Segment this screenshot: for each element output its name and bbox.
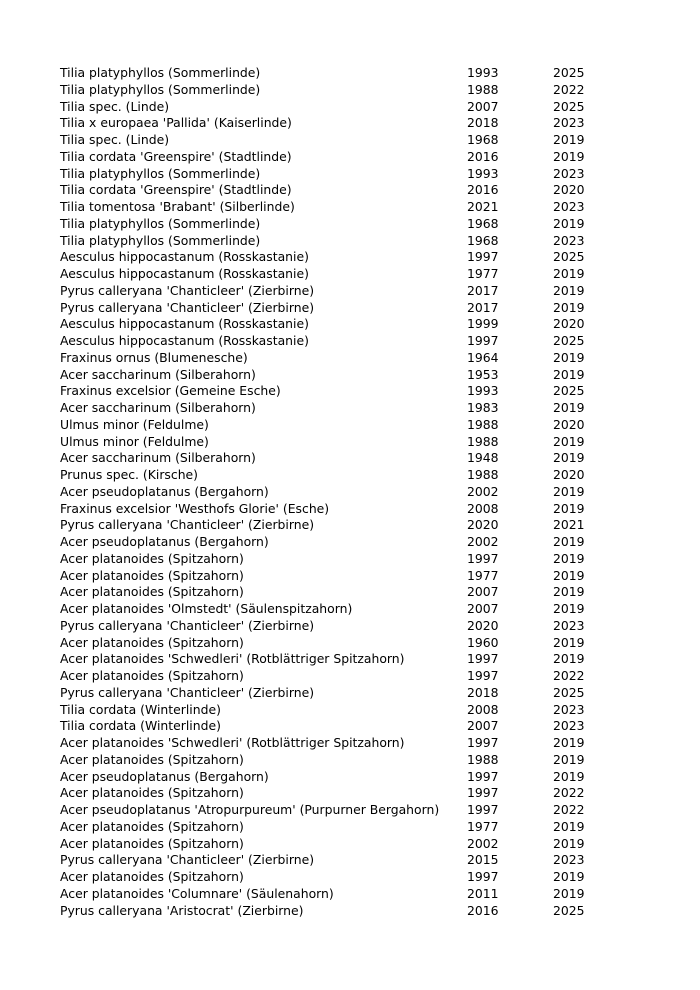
table-row: [60, 651, 613, 668]
year-cell: 1997: [467, 249, 499, 265]
table-row: [60, 300, 613, 317]
year-cell: 1968: [467, 132, 499, 147]
species-cell: Ulmus minor (Feldulme): [60, 416, 209, 432]
year-cell: 2007: [467, 584, 499, 600]
species-cell: Fraxinus excelsior (Gemeine Esche): [60, 383, 281, 399]
table-row: [60, 467, 613, 484]
year2-cell: 2019: [553, 835, 585, 851]
year2-cell: 2019: [553, 132, 585, 147]
species-cell: Acer pseudoplatanus (Bergahorn): [60, 534, 269, 549]
species-cell: Tilia cordata (Winterlinde): [60, 701, 221, 717]
table-row: [60, 517, 613, 534]
year2-cell: 2019: [553, 885, 585, 901]
year2-cell: 2019: [553, 450, 585, 466]
species-cell: Tilia platyphyllos (Sommerlinde): [60, 81, 261, 97]
table-row: [60, 601, 613, 618]
year2-cell: 2019: [553, 567, 585, 583]
species-cell: Acer platanoides (Spitzahorn): [60, 668, 244, 683]
species-cell: Acer platanoides 'Columnare' (Säulenahorn): [60, 885, 334, 901]
year2-cell: 2019: [553, 584, 585, 600]
year2-cell: 2019: [553, 400, 585, 415]
year2-cell: 2019: [553, 215, 585, 231]
year2-cell: 2023: [553, 115, 585, 131]
year2-cell: 2025: [553, 902, 585, 918]
year-cell: 1968: [467, 232, 499, 248]
species-cell: Tilia tomentosa 'Brabant' (Silberlinde): [60, 199, 295, 214]
year-cell: 1993: [467, 383, 499, 399]
species-cell: Tilia platyphyllos (Sommerlinde): [60, 165, 261, 181]
year-cell: 1993: [467, 165, 499, 181]
species-cell: Acer platanoides 'Schwedleri' (Rotblättriger Spitzahorn): [60, 651, 405, 667]
year2-cell: 2019: [553, 735, 585, 750]
species-cell: Pyrus calleryana 'Chanticleer' (Zierbirne): [60, 282, 315, 298]
year-cell: 1977: [467, 818, 499, 834]
year-cell: 2002: [467, 534, 499, 549]
year-cell: 1997: [467, 550, 499, 566]
year-cell: 2016: [467, 182, 499, 198]
year2-cell: 2019: [553, 601, 585, 616]
year-cell: 2007: [467, 98, 499, 114]
year-cell: 2002: [467, 835, 499, 851]
year-cell: 1999: [467, 316, 499, 332]
year2-cell: 2019: [553, 768, 585, 784]
year-cell: 2007: [467, 718, 499, 734]
species-cell: Acer pseudoplatanus (Bergahorn): [60, 483, 269, 499]
table-row: [60, 283, 613, 300]
table-row: [60, 819, 613, 836]
table-row: [60, 903, 613, 920]
table-row: [60, 99, 613, 116]
species-cell: Acer platanoides (Spitzahorn): [60, 835, 244, 851]
table-row: [60, 400, 613, 417]
table-row: [60, 216, 613, 233]
table-row: [60, 316, 613, 333]
species-cell: Pyrus calleryana 'Chanticleer' (Zierbirne): [60, 852, 315, 868]
year-cell: 1997: [467, 668, 499, 683]
table-row: [60, 668, 613, 685]
species-cell: Tilia x europaea 'Pallida' (Kaiserlinde): [60, 115, 292, 131]
year-cell: 2017: [467, 282, 499, 298]
year2-cell: 2019: [553, 550, 585, 566]
year2-cell: 2019: [553, 266, 585, 281]
year2-cell: 2023: [553, 232, 585, 248]
table-row: [60, 115, 613, 132]
year2-cell: 2019: [553, 651, 585, 667]
table-row: [60, 718, 613, 735]
year2-cell: 2019: [553, 500, 585, 516]
year2-cell: 2023: [553, 701, 585, 717]
year2-cell: 2019: [553, 869, 585, 884]
year2-cell: 2025: [553, 333, 585, 348]
table-row: [60, 149, 613, 166]
species-cell: Pyrus calleryana 'Chanticleer' (Zierbirne): [60, 517, 315, 533]
species-cell: Acer platanoides (Spitzahorn): [60, 869, 244, 884]
year2-cell: 2022: [553, 785, 585, 801]
year-cell: 1964: [467, 349, 499, 365]
table-row: [60, 735, 613, 752]
species-cell: Aesculus hippocastanum (Rosskastanie): [60, 316, 309, 332]
species-cell: Pyrus calleryana 'Aristocrat' (Zierbirne): [60, 902, 304, 918]
table-row: [60, 769, 613, 786]
year2-cell: 2020: [553, 182, 585, 198]
year-cell: 2008: [467, 500, 499, 516]
species-cell: Aesculus hippocastanum (Rosskastanie): [60, 249, 309, 265]
table-row: [60, 886, 613, 903]
year-cell: 1968: [467, 215, 499, 231]
year-cell: 1988: [467, 751, 499, 767]
year2-cell: 2023: [553, 199, 585, 214]
year2-cell: 2025: [553, 684, 585, 700]
species-cell: Tilia platyphyllos (Sommerlinde): [60, 65, 261, 80]
year-cell: 1983: [467, 400, 499, 415]
table-row: [60, 350, 613, 367]
table-row: [60, 584, 613, 601]
table-row: [60, 65, 613, 82]
species-cell: Tilia spec. (Linde): [60, 132, 170, 147]
species-cell: Fraxinus excelsior 'Westhofs Glorie' (Esche): [60, 500, 330, 516]
year-cell: 2016: [467, 148, 499, 164]
year-cell: 2018: [467, 684, 499, 700]
species-cell: Tilia cordata 'Greenspire' (Stadtlinde): [60, 182, 292, 198]
species-cell: Pyrus calleryana 'Chanticleer' (Zierbirne): [60, 617, 315, 633]
year-cell: 2002: [467, 483, 499, 499]
year2-cell: 2019: [553, 366, 585, 382]
table-row: [60, 484, 613, 501]
year-cell: 1953: [467, 366, 499, 382]
year-cell: 1988: [467, 81, 499, 97]
year2-cell: 2025: [553, 383, 585, 399]
tree-table-body: [60, 65, 613, 919]
table-row: [60, 434, 613, 451]
year2-cell: 2022: [553, 802, 585, 817]
year2-cell: 2019: [553, 483, 585, 499]
table-row: [60, 383, 613, 400]
year-cell: 1997: [467, 785, 499, 801]
year-cell: 1997: [467, 735, 499, 750]
year2-cell: 2019: [553, 282, 585, 298]
species-cell: Pyrus calleryana 'Chanticleer' (Zierbirne): [60, 684, 315, 700]
year2-cell: 2019: [553, 534, 585, 549]
species-cell: Tilia platyphyllos (Sommerlinde): [60, 232, 261, 248]
table-row: [60, 132, 613, 149]
year-cell: 1997: [467, 802, 499, 817]
year2-cell: 2019: [553, 433, 585, 449]
table-row: [60, 82, 613, 99]
year2-cell: 2021: [553, 517, 585, 533]
table-row: [60, 802, 613, 819]
species-cell: Pyrus calleryana 'Chanticleer' (Zierbirne): [60, 299, 315, 315]
table-row: [60, 182, 613, 199]
table-row: [60, 785, 613, 802]
table-row: [60, 450, 613, 467]
species-cell: Acer platanoides (Spitzahorn): [60, 550, 244, 566]
year-cell: 1988: [467, 416, 499, 432]
year2-cell: 2020: [553, 316, 585, 332]
species-cell: Acer saccharinum (Silberahorn): [60, 450, 256, 466]
table-row: [60, 568, 613, 585]
year2-cell: 2019: [553, 634, 585, 650]
year-cell: 1997: [467, 869, 499, 884]
year-cell: 1997: [467, 333, 499, 348]
table-row: [60, 249, 613, 266]
year2-cell: 2019: [553, 299, 585, 315]
year-cell: 2017: [467, 299, 499, 315]
year2-cell: 2023: [553, 617, 585, 633]
species-cell: Acer platanoides 'Olmstedt' (Säulenspitzahorn): [60, 601, 353, 616]
year2-cell: 2023: [553, 718, 585, 734]
table-row: [60, 367, 613, 384]
table-row: [60, 685, 613, 702]
year-cell: 2021: [467, 199, 499, 214]
year2-cell: 2020: [553, 416, 585, 432]
table-row: [60, 333, 613, 350]
year2-cell: 2025: [553, 98, 585, 114]
species-cell: Acer platanoides (Spitzahorn): [60, 567, 244, 583]
species-cell: Tilia platyphyllos (Sommerlinde): [60, 215, 261, 231]
year2-cell: 2022: [553, 668, 585, 683]
year-cell: 1997: [467, 768, 499, 784]
species-cell: Acer platanoides (Spitzahorn): [60, 818, 244, 834]
year-cell: 2008: [467, 701, 499, 717]
table-row: [60, 417, 613, 434]
species-cell: Acer platanoides (Spitzahorn): [60, 584, 244, 600]
species-cell: Acer saccharinum (Silberahorn): [60, 366, 256, 382]
year2-cell: 2019: [553, 148, 585, 164]
table-row: [60, 233, 613, 250]
species-cell: Tilia spec. (Linde): [60, 98, 170, 114]
species-cell: Acer pseudoplatanus (Bergahorn): [60, 768, 269, 784]
year2-cell: 2023: [553, 852, 585, 868]
table-row: [60, 199, 613, 216]
table-row: [60, 501, 613, 518]
species-cell: Tilia cordata 'Greenspire' (Stadtlinde): [60, 148, 292, 164]
table-row: [60, 752, 613, 769]
year-cell: 1988: [467, 467, 499, 482]
year-cell: 1988: [467, 433, 499, 449]
table-row: [60, 551, 613, 568]
species-cell: Prunus spec. (Kirsche): [60, 467, 199, 482]
table-row: [60, 166, 613, 183]
year2-cell: 2020: [553, 467, 585, 482]
year-cell: 1997: [467, 651, 499, 667]
table-row: [60, 852, 613, 869]
species-cell: Acer platanoides (Spitzahorn): [60, 785, 244, 801]
table-row: [60, 702, 613, 719]
table-row: [60, 266, 613, 283]
species-cell: Fraxinus ornus (Blumenesche): [60, 349, 248, 365]
table-row: [60, 836, 613, 853]
year-cell: 2020: [467, 517, 499, 533]
year2-cell: 2019: [553, 818, 585, 834]
table-row: [60, 618, 613, 635]
table-row: [60, 534, 613, 551]
year2-cell: 2019: [553, 751, 585, 767]
year-cell: 1993: [467, 65, 499, 80]
table-row: [60, 635, 613, 652]
year-cell: 2011: [467, 885, 499, 901]
year-cell: 1948: [467, 450, 499, 466]
year2-cell: 2023: [553, 165, 585, 181]
year2-cell: 2022: [553, 81, 585, 97]
year-cell: 2007: [467, 601, 499, 616]
year-cell: 2020: [467, 617, 499, 633]
year2-cell: 2025: [553, 65, 585, 80]
species-cell: Acer platanoides (Spitzahorn): [60, 634, 244, 650]
year-cell: 1960: [467, 634, 499, 650]
year-cell: 2015: [467, 852, 499, 868]
species-cell: Tilia cordata (Winterlinde): [60, 718, 221, 734]
year-cell: 2018: [467, 115, 499, 131]
species-cell: Acer saccharinum (Silberahorn): [60, 400, 256, 415]
species-cell: Acer pseudoplatanus 'Atropurpureum' (Purpurner Bergahorn): [60, 802, 440, 817]
tree-table: [60, 65, 613, 919]
year2-cell: 2025: [553, 249, 585, 265]
species-cell: Ulmus minor (Feldulme): [60, 433, 209, 449]
year2-cell: 2019: [553, 349, 585, 365]
species-cell: Acer platanoides 'Schwedleri' (Rotblättriger Spitzahorn): [60, 735, 405, 750]
year-cell: 1977: [467, 567, 499, 583]
species-cell: Aesculus hippocastanum (Rosskastanie): [60, 266, 309, 281]
year-cell: 2016: [467, 902, 499, 918]
year-cell: 1977: [467, 266, 499, 281]
table-row: [60, 869, 613, 886]
species-cell: Aesculus hippocastanum (Rosskastanie): [60, 333, 309, 348]
species-cell: Acer platanoides (Spitzahorn): [60, 751, 244, 767]
